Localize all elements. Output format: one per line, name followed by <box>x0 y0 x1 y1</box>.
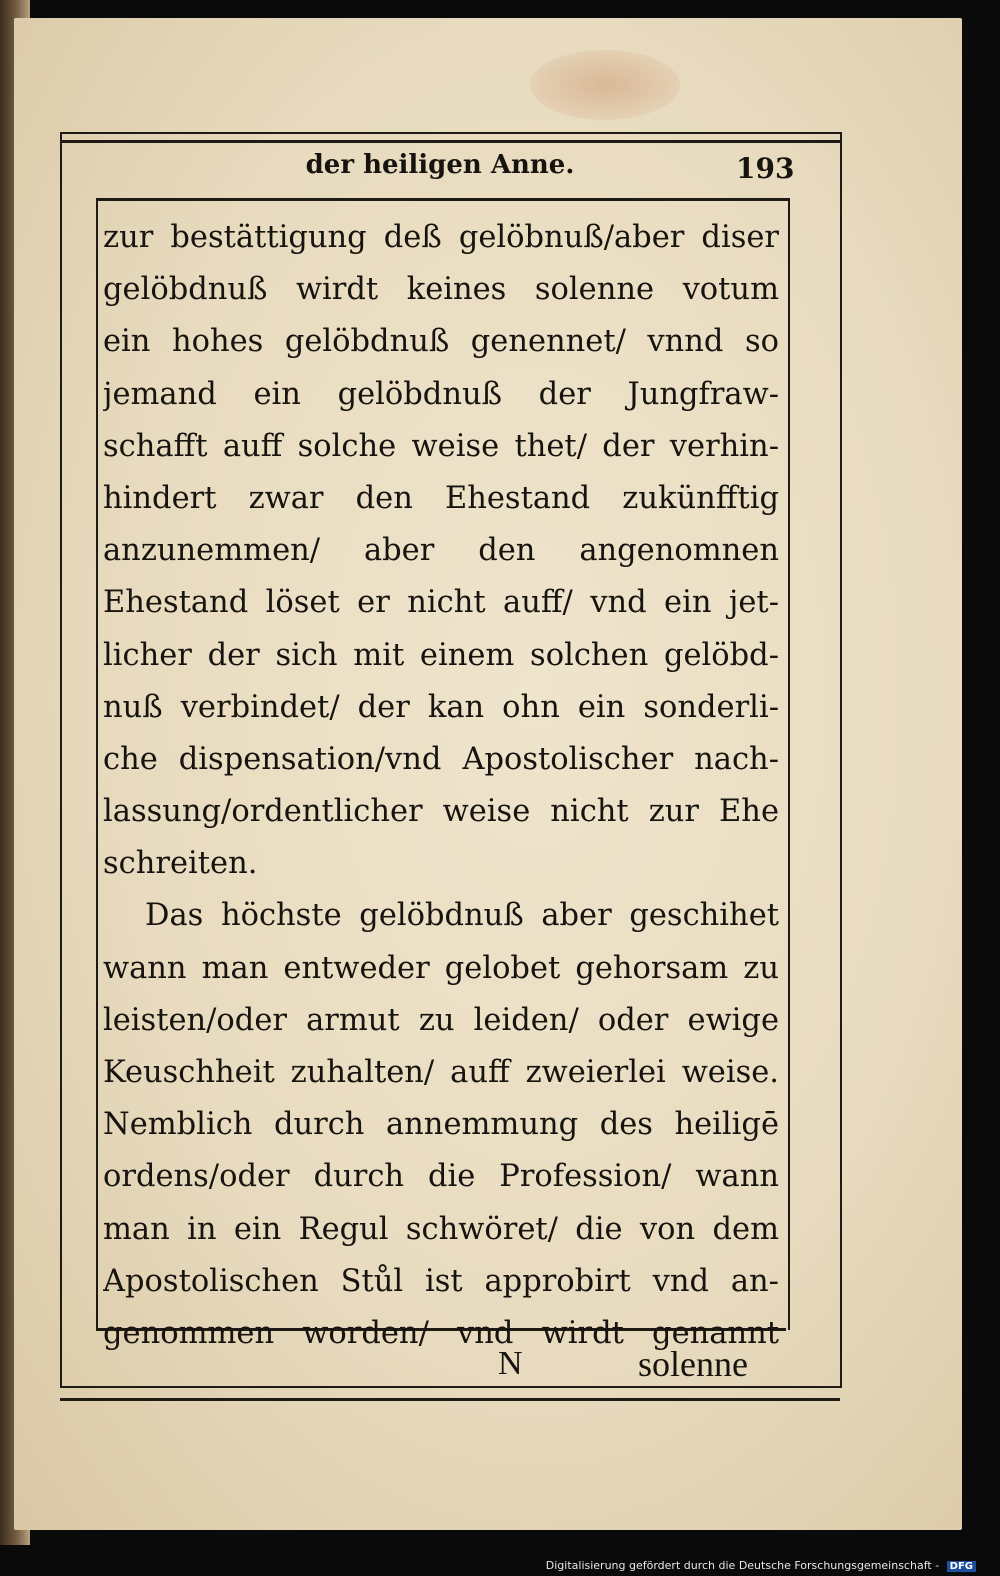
digitization-credit <box>546 1559 976 1572</box>
text-line: schreiten. <box>103 846 258 882</box>
text-line: zur bestättigung deß gelöbnuß/aber diser <box>103 220 779 255</box>
text-line: licher der sich mit einem solchen gelöbd- <box>103 637 779 673</box>
text-line: Apostolischen Stůl ist approbirt vnd an- <box>103 1263 779 1299</box>
text-line: lassung/ordentlicher weise nicht zur Ehe <box>103 794 779 830</box>
text-line: genommen worden/ vnd wirdt genannt <box>103 1315 779 1351</box>
text-line: schafft auff solche weise thet/ der verhin- <box>103 428 779 464</box>
text-line: jemand ein gelöbdnuß der Jungfraw- <box>103 376 779 412</box>
credit-text: Digitalisierung gefördert durch die Deutsche Forschungsgemeinschaft - <box>545 1559 940 1572</box>
text-line: leisten/oder armut zu leiden/ oder ewige <box>103 1002 779 1038</box>
header-rule <box>96 198 790 201</box>
signature-mark: N <box>498 1345 523 1382</box>
text-line: Keuschheit zuhalten/ auff zweierlei weise. <box>103 1055 779 1090</box>
text-line: wann man entweder gelobet gehorsam zu <box>103 950 779 986</box>
text-line: nuß verbindet/ der kan ohn ein sonderli- <box>103 689 779 725</box>
dfg-logo: DFG <box>947 1561 976 1572</box>
page-number: 193 <box>736 152 795 185</box>
paper-stain <box>530 50 680 120</box>
text-line: che dispensation/vnd Apostolischer nach- <box>103 741 779 777</box>
text-line: gelöbdnuß wirdt keines solenne votum <box>103 272 779 308</box>
catchword: solenne <box>638 1344 748 1384</box>
running-title: der heiligen Anne. <box>305 150 575 180</box>
text-line: Nemblich durch annemmung des heiligē <box>103 1107 779 1143</box>
bottom-rule <box>60 1398 840 1401</box>
text-line: Das höchste gelöbdnuß aber geschihet <box>145 898 779 934</box>
top-rule <box>60 140 840 143</box>
text-line: ein hohes gelöbdnuß genennet/ vnnd so <box>103 324 779 360</box>
text-line: Ehestand löset er nicht auff/ vnd ein jet- <box>103 585 779 621</box>
text-line: man in ein Regul schwöret/ die von dem <box>103 1211 779 1247</box>
text-line: anzunemmen/ aber den angenomnen <box>103 533 779 569</box>
text-line: ordens/oder durch die Profession/ wann <box>103 1159 779 1195</box>
text-line: hindert zwar den Ehestand zukünfftig <box>103 480 779 516</box>
body-text <box>103 212 779 1360</box>
